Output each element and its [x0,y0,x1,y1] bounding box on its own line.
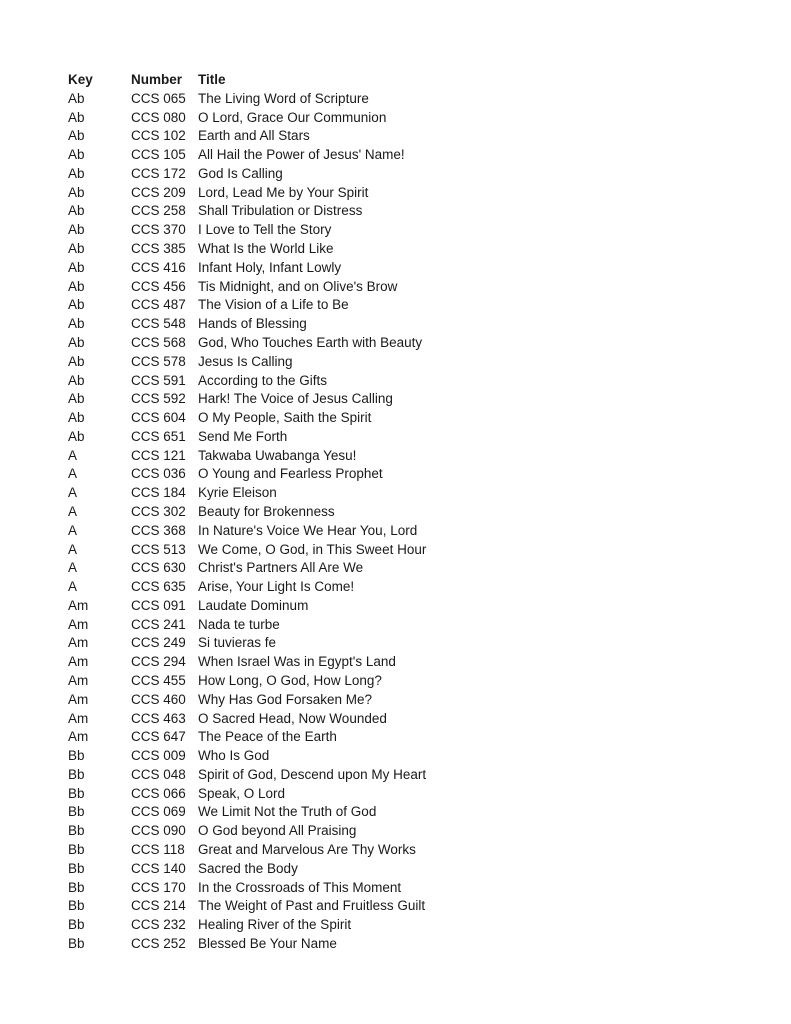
number-cell: CCS 370 [131,222,186,238]
number-cell: CCS 651 [131,428,186,444]
title-cell: The Weight of Past and Fruitless Guilt [198,898,426,914]
title-cell: Infant Holy, Infant Lowly [198,259,342,275]
key-cell: Bb [68,748,85,764]
key-cell: Ab [68,90,85,106]
table-row [68,522,751,541]
number-cell: CCS 294 [131,654,186,670]
table-row [68,503,751,522]
key-cell: Am [68,597,89,613]
number-cell: CCS 241 [131,616,186,632]
table-row [68,672,751,691]
key-cell: Ab [68,278,85,294]
key-cell: Am [68,635,89,651]
number-cell: CCS 302 [131,503,186,519]
table-row [68,127,751,146]
key-cell: A [68,466,78,482]
title-cell: Shall Tribulation or Distress [198,203,363,219]
key-cell: Bb [68,898,85,914]
number-cell: CCS 647 [131,729,186,745]
table-row [68,109,751,128]
key-cell: Ab [68,128,85,144]
table-row [68,785,751,804]
key-cell: Bb [68,879,85,895]
table-row [68,315,751,334]
title-cell: Christ's Partners All Are We [198,560,364,576]
table-row [68,165,751,184]
number-cell: CCS 140 [131,860,186,876]
number-cell: CCS 513 [131,541,186,557]
key-cell: Ab [68,353,85,369]
table-row [68,728,751,747]
key-cell: Ab [68,203,85,219]
number-cell: CCS 463 [131,710,186,726]
number-cell: CCS 635 [131,579,186,595]
table-row [68,409,751,428]
number-cell: CCS 385 [131,241,186,257]
column-header-key: Key [68,72,93,87]
title-cell: God, Who Touches Earth with Beauty [198,334,423,350]
table-row [68,916,751,935]
table-row [68,465,751,484]
number-cell: CCS 069 [131,804,186,820]
key-cell: Am [68,729,89,745]
title-cell: Kyrie Eleison [198,485,277,501]
number-cell: CCS 591 [131,372,186,388]
table-row [68,240,751,259]
title-cell: Arise, Your Light Is Come! [198,579,355,595]
table-row [68,879,751,898]
title-cell: Who Is God [198,748,270,764]
title-cell: Takwaba Uwabanga Yesu! [198,447,357,463]
table-row [68,559,751,578]
key-cell: Bb [68,935,85,951]
key-cell: Ab [68,259,85,275]
key-cell: A [68,503,78,519]
table-row [68,484,751,503]
title-cell: We Limit Not the Truth of God [198,804,377,820]
number-cell: CCS 249 [131,635,186,651]
number-cell: CCS 630 [131,560,186,576]
title-cell: Spirit of God, Descend upon My Heart [198,766,427,782]
number-cell: CCS 065 [131,90,186,106]
table-row [68,578,751,597]
title-cell: O My People, Saith the Spirit [198,410,372,426]
table-row [68,841,751,860]
number-cell: CCS 066 [131,785,186,801]
number-cell: CCS 456 [131,278,186,294]
table-row [68,822,751,841]
key-cell: Ab [68,334,85,350]
number-cell: CCS 258 [131,203,186,219]
table-row [68,334,751,353]
number-cell: CCS 170 [131,879,186,895]
title-cell: Sacred the Body [198,860,298,876]
title-cell: When Israel Was in Egypt's Land [198,654,396,670]
number-cell: CCS 214 [131,898,186,914]
key-cell: Am [68,710,89,726]
number-cell: CCS 090 [131,823,186,839]
table-row [68,860,751,879]
title-cell: O Lord, Grace Our Communion [198,109,387,125]
number-cell: CCS 455 [131,673,186,688]
number-cell: CCS 080 [131,109,186,125]
key-cell: Ab [68,109,85,125]
number-cell: CCS 184 [131,485,186,501]
title-cell: Beauty for Brokenness [198,503,335,519]
title-cell: The Peace of the Earth [198,729,337,745]
table-row [68,710,751,729]
table-row [68,146,751,165]
number-cell: CCS 209 [131,184,186,200]
title-cell: God Is Calling [198,165,283,181]
key-cell: Bb [68,842,85,858]
table-row [68,296,751,315]
key-cell: Ab [68,184,85,200]
title-cell: O God beyond All Praising [198,823,357,839]
title-cell: Lord, Lead Me by Your Spirit [198,184,369,200]
number-cell: CCS 578 [131,353,186,369]
number-cell: CCS 102 [131,128,186,144]
key-cell: Ab [68,241,85,257]
key-cell: Ab [68,428,85,444]
title-cell: Send Me Forth [198,428,288,444]
title-cell: Nada te turbe [198,616,280,632]
key-cell: Am [68,673,89,688]
table-row [68,353,751,372]
table-row [68,202,751,221]
number-cell: CCS 604 [131,410,186,426]
title-cell: O Young and Fearless Prophet [198,466,383,482]
number-cell: CCS 036 [131,466,186,482]
number-cell: CCS 121 [131,447,186,463]
key-cell: A [68,560,78,576]
key-cell: Ab [68,222,85,238]
table-row [68,390,751,409]
key-cell: Am [68,616,89,632]
number-cell: CCS 252 [131,935,186,951]
number-cell: CCS 487 [131,297,186,313]
title-cell: I Love to Tell the Story [198,222,332,238]
key-cell: Ab [68,372,85,388]
table-row [68,766,751,785]
table-row [68,184,751,203]
number-cell: CCS 048 [131,766,186,782]
number-cell: CCS 172 [131,165,186,181]
title-cell: The Vision of a Life to Be [198,297,349,313]
key-cell: Bb [68,860,85,876]
title-cell: Tis Midnight, and on Olive's Brow [198,278,398,294]
title-cell: Great and Marvelous Are Thy Works [198,842,416,858]
key-cell: Ab [68,297,85,313]
title-cell: Healing River of the Spirit [198,917,352,933]
title-cell: Hark! The Voice of Jesus Calling [198,391,393,407]
title-cell: Blessed Be Your Name [198,935,337,951]
table-row [68,653,751,672]
title-cell: In the Crossroads of This Moment [198,879,402,895]
key-cell: A [68,522,78,538]
number-cell: CCS 105 [131,147,186,163]
table-row [68,597,751,616]
table-row [68,616,751,635]
number-cell: CCS 232 [131,917,186,933]
table-header-row [68,71,751,90]
table-row [68,447,751,466]
number-cell: CCS 368 [131,522,186,538]
title-cell: Speak, O Lord [198,785,286,801]
table-row [68,634,751,653]
title-cell: We Come, O God, in This Sweet Hour [198,541,427,557]
title-cell: What Is the World Like [198,241,334,257]
number-cell: CCS 548 [131,316,186,332]
table-row [68,259,751,278]
key-cell: A [68,541,78,557]
number-cell: CCS 592 [131,391,186,407]
key-cell: Am [68,654,89,670]
number-cell: CCS 416 [131,259,186,275]
title-cell: The Living Word of Scripture [198,90,369,106]
key-cell: Bb [68,804,85,820]
key-cell: A [68,447,78,463]
table-row [68,428,751,447]
title-cell: Jesus Is Calling [198,353,293,369]
key-cell: Ab [68,147,85,163]
key-cell: Bb [68,917,85,933]
title-cell: How Long, O God, How Long? [198,673,382,688]
number-cell: CCS 091 [131,597,186,613]
table-row [68,541,751,560]
table-row [68,372,751,391]
table-row [68,803,751,822]
key-cell: Ab [68,410,85,426]
number-cell: CCS 460 [131,691,186,707]
key-cell: Ab [68,165,85,181]
table-row [68,90,751,109]
table-row [68,691,751,710]
key-cell: A [68,485,78,501]
title-cell: Laudate Dominum [198,597,309,613]
table-row [68,278,751,297]
title-cell: In Nature's Voice We Hear You, Lord [198,522,418,538]
key-cell: Am [68,691,89,707]
number-cell: CCS 009 [131,748,186,764]
key-cell: Ab [68,391,85,407]
title-cell: Why Has God Forsaken Me? [198,691,373,707]
title-cell: According to the Gifts [198,372,328,388]
title-cell: All Hail the Power of Jesus' Name! [198,147,405,163]
hymn-index-table [68,71,751,954]
key-cell: A [68,579,78,595]
number-cell: CCS 568 [131,334,186,350]
key-cell: Ab [68,316,85,332]
key-cell: Bb [68,823,85,839]
title-cell: O Sacred Head, Now Wounded [198,710,387,726]
key-cell: Bb [68,785,85,801]
number-cell: CCS 118 [131,842,185,858]
table-row [68,935,751,954]
title-cell: Si tuvieras fe [198,635,277,651]
column-header-number: Number [131,72,183,87]
title-cell: Hands of Blessing [198,316,307,332]
title-cell: Earth and All Stars [198,128,310,144]
table-row [68,221,751,240]
column-header-title: Title [198,72,226,87]
table-row [68,747,751,766]
key-cell: Bb [68,766,85,782]
table-row [68,897,751,916]
hymn-table-body [68,90,751,954]
